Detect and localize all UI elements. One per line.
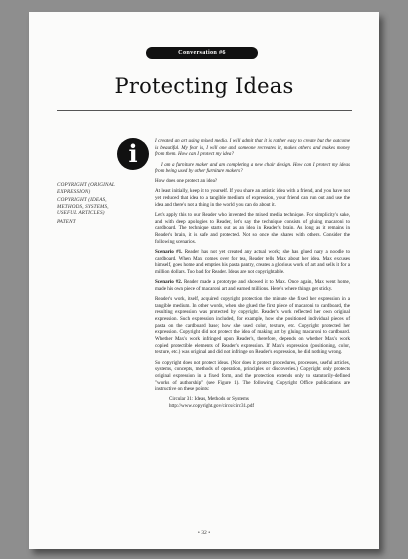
reader-question: I am a furniture maker and am completing a new chair design. How can I protect my ideas from being used by other furniture makers?	[155, 161, 350, 175]
paragraph: At least initially, keep it to yourself. If you share an artistic idea with a friend, and you have not yet reduced that idea to a tangible medium of expression, your friend can run out and use the idea and there's not a thing in the world you can do about it.	[155, 188, 350, 208]
paragraph: How does one protect an idea?	[155, 178, 218, 185]
scenario-text: Reader has not yet created any actual work; she has glued nary a noodle to cardboard. When Max comes over for tea, Reader tells Max about her idea. Max excuses himself, goes home and empties his pasta pantry, creates a glorious work of art and sells it for a million dollars. Too bad for Reader. Ideas are not copyrightable.	[155, 248, 351, 275]
scenario-text: Reader made a prototype and showed it to Max. Once again, Max went home, made his own piece of macaroni art and earned millions. Here's where things get sticky.	[155, 279, 350, 292]
conversation-badge: Conversation #6	[146, 47, 258, 59]
paragraph: So copyright does not protect ideas. (Nor does it protect procedures, processes, useful articles, systems, concepts, methods of operation, principles or discoveries.) Copyright only protects original expression in a fixed form, and the protection extends only to statutorily-defined "works of authorship" (see Figure 1). The following Copyright Office publications are instructive on these points:	[155, 359, 350, 393]
title-divider	[57, 110, 352, 111]
article-body	[155, 138, 350, 409]
margin-note: COPYRIGHT (IDEAS, METHODS, SYSTEMS, USEFUL ARTICLES)	[57, 197, 109, 217]
scenario-2	[155, 279, 350, 292]
page-title: Protecting Ideas	[114, 74, 294, 98]
margin-note: PATENT	[57, 218, 76, 225]
paragraph: Let's apply this to our Reader who invented the mixed media technique. For simplicity's sake, and with deep apologies to Reader, let's say the technique consists of gluing macaroni to cardboard. The technique starts out as an idea in Reader's brain. As long as it remains in Reader's brain, it is safe and protected. Not so once she shares with others. Consider the following scenarios.	[155, 211, 350, 245]
info-icon: i	[117, 138, 149, 170]
paragraph: Reader's work, itself, acquired copyright protection the minute she fixed her expression in a tangible medium. In other words, when she glued the first piece of macaroni to cardboard, the resulting expression was protected by copyright. Reader's work reflected her own original expression. Such expression included, for example, how she positioned individual pieces of pasta on the cardboard base; how she used color, texture, etc. Copyright protected her expression. Copyright did not protect the idea of making art by gluing macaroni to cardboard. Whether Max's work infringed upon Reader's, therefore, depends on whether Max's work copied protectible elements of Reader's expression. If Max's expression (positioning, color, texture, etc.) was original and did not infringe on Reader's expression, he did nothing wrong.	[155, 295, 350, 356]
circular-title: Circular 31: Ideas, Methods or Systems	[169, 396, 249, 403]
margin-notes	[57, 182, 127, 228]
circular-reference	[169, 396, 350, 409]
scenario-label: Scenario #1.	[155, 248, 183, 255]
reader-question: I created an art using mixed media. I will admit that it is rather easy to create but the outcome is beautiful. My fear is, I will one and someone recreates it, makes others and makes money from them. How can I protect my idea?	[155, 138, 350, 158]
circular-url: http://www.copyright.gov/circs/circ31.pdf	[169, 402, 255, 409]
scenario-label: Scenario #2.	[155, 279, 183, 285]
scenario-1	[155, 249, 350, 276]
page-number: • 32 •	[197, 530, 211, 536]
margin-note: COPYRIGHT (ORIGINAL EXPRESSION)	[57, 182, 115, 195]
